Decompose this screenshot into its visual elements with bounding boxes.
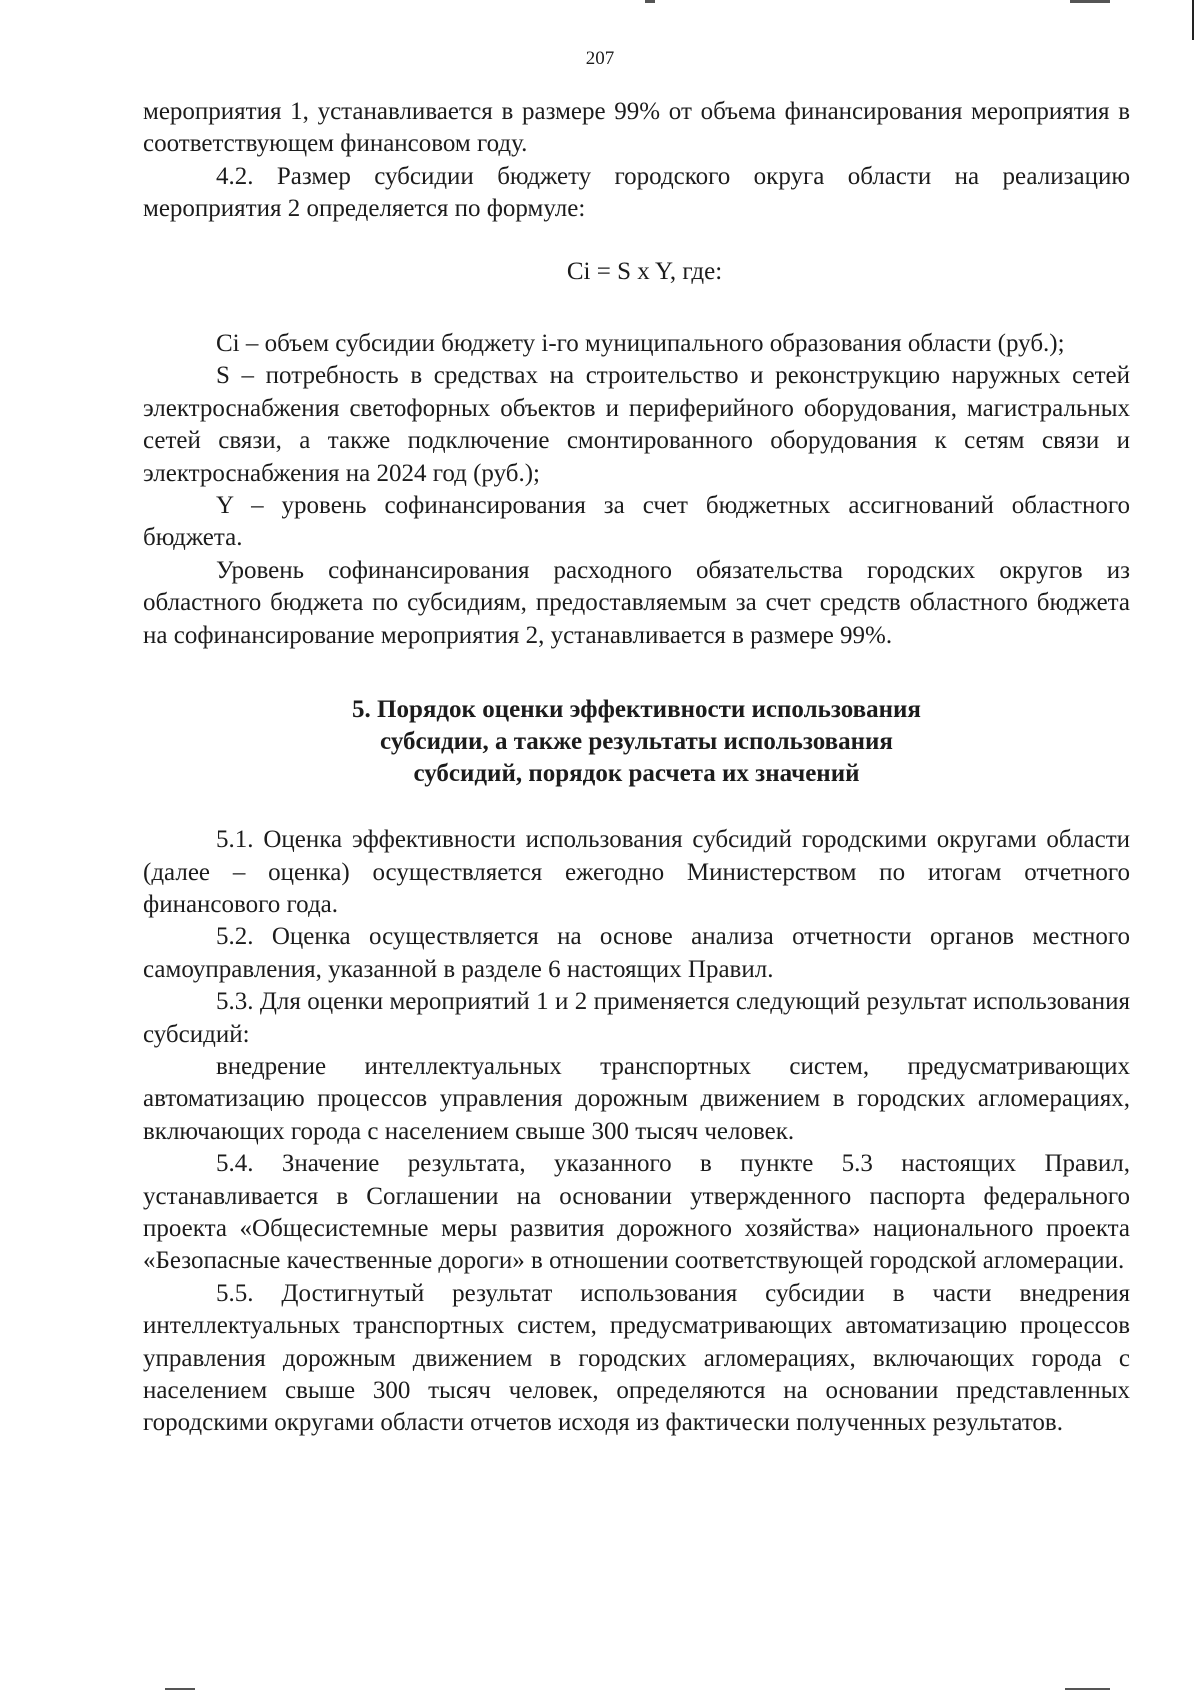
scan-top-mark bbox=[1070, 0, 1110, 3]
section-5-title-line-2: субсидии, а также результаты использования bbox=[380, 728, 893, 756]
section-5-title-line-1: 5. Порядок оценки эффективности использования bbox=[352, 696, 921, 724]
paragraph-5-2: 5.2. Оценка осуществляется на основе анализа отчетности органов местного самоуправления, указанной в разделе 6 настоящих Правил. bbox=[143, 923, 1130, 983]
paragraph-5-3: 5.3. Для оценки мероприятий 1 и 2 применяется следующий результат использования субсидий: bbox=[143, 988, 1130, 1048]
scan-bottom-mark-right bbox=[1065, 1688, 1110, 1690]
paragraph-4-2: 4.2. Размер субсидии бюджету городского округа области на реализацию мероприятия 2 определяется по формуле: bbox=[143, 162, 1130, 223]
paragraph-cofinancing-level: Уровень софинансирования расходного обязательства городских округов из областного бюджета по субсидиям, предоставляемым за счет средств областного бюджета на софинансирование мероприятия 2, устанавливается в размере 99%. bbox=[143, 556, 1130, 649]
formula: Ci = S x Y, где: bbox=[566, 257, 723, 285]
page-number: 207 bbox=[585, 48, 615, 69]
scan-bottom-mark bbox=[165, 1688, 195, 1690]
definition-s: S – потребность в средствах на строительство и реконструкцию наружных сетей электроснабжения светофорных объектов и периферийного оборудования, магистральных сетей связи, а также подключение смонтированного оборудования к сетям связи и электроснабжения на 2024 год (руб.); bbox=[143, 362, 1130, 487]
definition-ci: Ci – объем субсидии бюджету i-го муниципального образования области (руб.); bbox=[216, 330, 1065, 358]
paragraph-5-3-result: внедрение интеллектуальных транспортных систем, предусматривающих автоматизацию процессов управления дорожным движением в городских агломерациях, включающих города с населением свыше 300 тысяч человек. bbox=[143, 1052, 1130, 1145]
paragraph-5-1: 5.1. Оценка эффективности использования субсидий городскими округами области (далее – оценка) осуществляется ежегодно Министерством по итогам отчетного финансового года. bbox=[143, 826, 1130, 918]
section-5-title-line-3: субсидий, порядок расчета их значений bbox=[413, 760, 860, 788]
scan-top-mark-small bbox=[645, 0, 655, 3]
section-5-title bbox=[143, 694, 1130, 790]
scan-edge-artifact bbox=[1192, 0, 1194, 40]
definition-y: Y – уровень софинансирования за счет бюджетных ассигнований областного бюджета. bbox=[143, 492, 1130, 552]
paragraph-5-4: 5.4. Значение результата, указанного в пункте 5.3 настоящих Правил, устанавливается в Соглашении на основании утвержденного паспорта федерального проекта «Общесистемные меры развития дорожного хозяйства» национального проекта «Безопасные качественные дороги» в отношении соответствующей городской агломерации. bbox=[143, 1150, 1130, 1275]
paragraph-continuation: мероприятия 1, устанавливается в размере 99% от объема финансирования мероприятия в соответствующем финансовом году. bbox=[143, 98, 1130, 158]
paragraph-5-5: 5.5. Достигнутый результат использования субсидии в части внедрения интеллектуальных транспортных систем, предусматривающих автоматизацию процессов управления дорожным движением в городских агломерациях, включающих города с населением свыше 300 тысяч человек, определяются на основании представленных городскими округами области отчетов исходя из фактически полученных результатов. bbox=[143, 1279, 1130, 1437]
document-body bbox=[143, 96, 1130, 1440]
